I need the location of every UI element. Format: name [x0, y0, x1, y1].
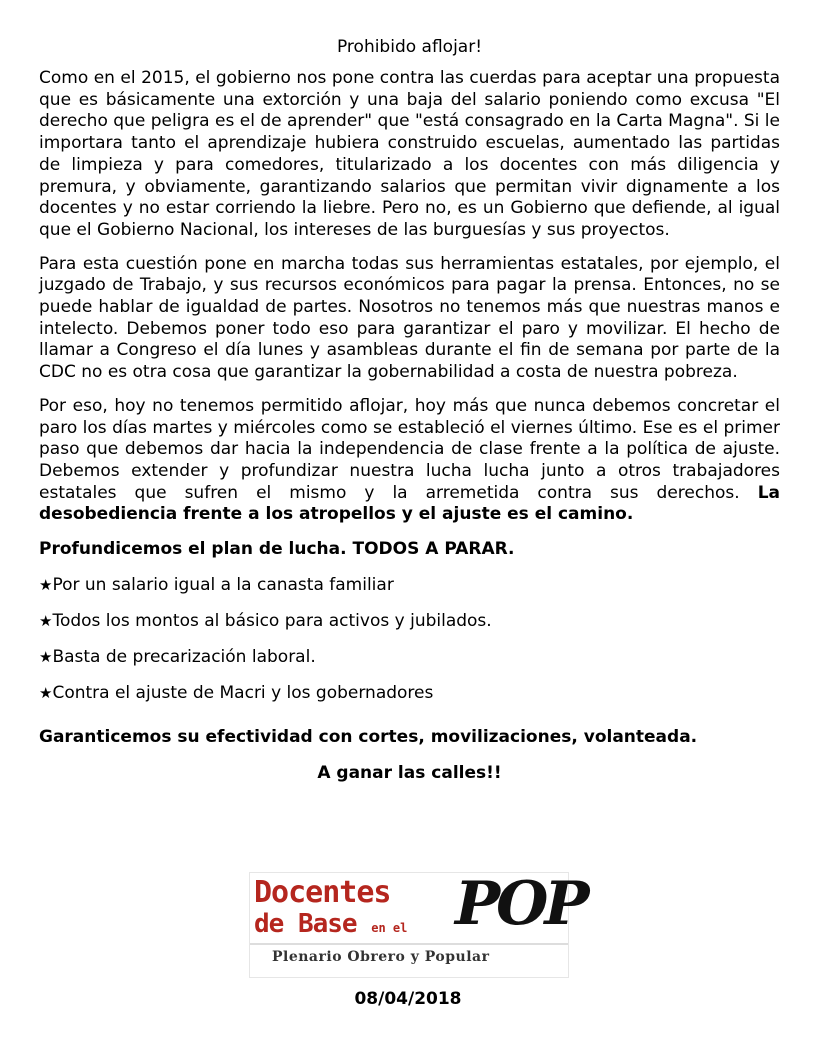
document-date: 08/04/2018 — [354, 989, 462, 1009]
logo-line-2-small: en el — [371, 921, 408, 935]
logo-divider — [250, 943, 568, 945]
star-icon: ★ — [39, 612, 53, 631]
star-icon: ★ — [39, 648, 53, 667]
demand-item — [39, 682, 780, 704]
paragraph-1: Como en el 2015, el gobierno nos pone contra las cuerdas para aceptar una propuesta que es básicamente una extorción y una baja del salario poniendo como excusa "El derecho que peligra es el de aprender" que "está consagrado en la Carta Magna". Si le importara tanto el aprendizaje hubiera construido escuelas, aumentado las partidas de limpieza y para comedores, titularizado a los docentes con más diligencia y premura, y obviamente, garantizando salarios que permitan vivir dignamente a los docentes y no estar corriendo la liebre. Pero no, es un Gobierno que defiende, al igual que el Gobierno Nacional, los intereses de las burguesías y sus proyectos. — [39, 68, 780, 240]
logo-line-1: Docentes — [254, 875, 391, 910]
logo-line-3: Plenario Obrero y Popular — [272, 949, 490, 965]
paragraph-3-text: Por eso, hoy no tenemos permitido aflojar, hoy más que nunca debemos concretar el paro los días martes y miércoles como se estableció el viernes último. Ese es el primer paso que debemos dar hacia la independencia de clase frente a la política de ajuste. Debemos extender y profundizar nuestra lucha lucha junto a otros trabajadores estatales que sufren el mismo y la arremetida contra sus derechos. — [39, 395, 780, 503]
demand-item — [39, 646, 780, 668]
star-icon: ★ — [39, 576, 53, 595]
paragraph-3-bold: La desobediencia frente a los atropellos y el ajuste es el camino. — [39, 482, 781, 525]
guarantee-line: Garanticemos su efectividad con cortes, movilizaciones, volanteada. — [39, 727, 698, 748]
paragraph-2: Para esta cuestión pone en marcha todas sus herramientas estatales, por ejemplo, el juzgado de Trabajo, y sus recursos económicos para pagar la prensa. Entonces, no se puede hablar de igualdad de partes. Nosotros no tenemos más que nuestras manos e intelecto. Debemos poner todo eso para garantizar el paro y movilizar. El hecho de llamar a Congreso el día lunes y asambleas durante el fin de semana por parte de la CDC no es otra cosa que garantizar la gobernabilidad a costa de nuestra pobreza. — [39, 253, 780, 383]
star-icon: ★ — [39, 684, 53, 703]
document-body — [39, 36, 780, 784]
demand-text: Basta de precarización laboral. — [52, 647, 316, 668]
document-title: Prohibido aflojar! — [336, 37, 483, 57]
logo-line-2-main: de Base — [254, 909, 357, 939]
logo-line-2 — [254, 909, 407, 939]
demand-item — [39, 574, 780, 596]
demand-text: Contra el ajuste de Macri y los gobernadores — [52, 683, 434, 704]
paragraph-3 — [39, 396, 780, 526]
slogan: A ganar las calles!! — [317, 763, 502, 784]
demand-item — [39, 610, 780, 632]
docentes-de-base-logo — [249, 869, 586, 978]
demand-text: Por un salario igual a la canasta familiar — [52, 575, 394, 596]
logo-pop-mark: POP — [455, 869, 586, 939]
demand-text: Todos los montos al básico para activos y jubilados. — [52, 611, 492, 632]
call-to-action: Profundicemos el plan de lucha. TODOS A PARAR. — [39, 539, 515, 560]
